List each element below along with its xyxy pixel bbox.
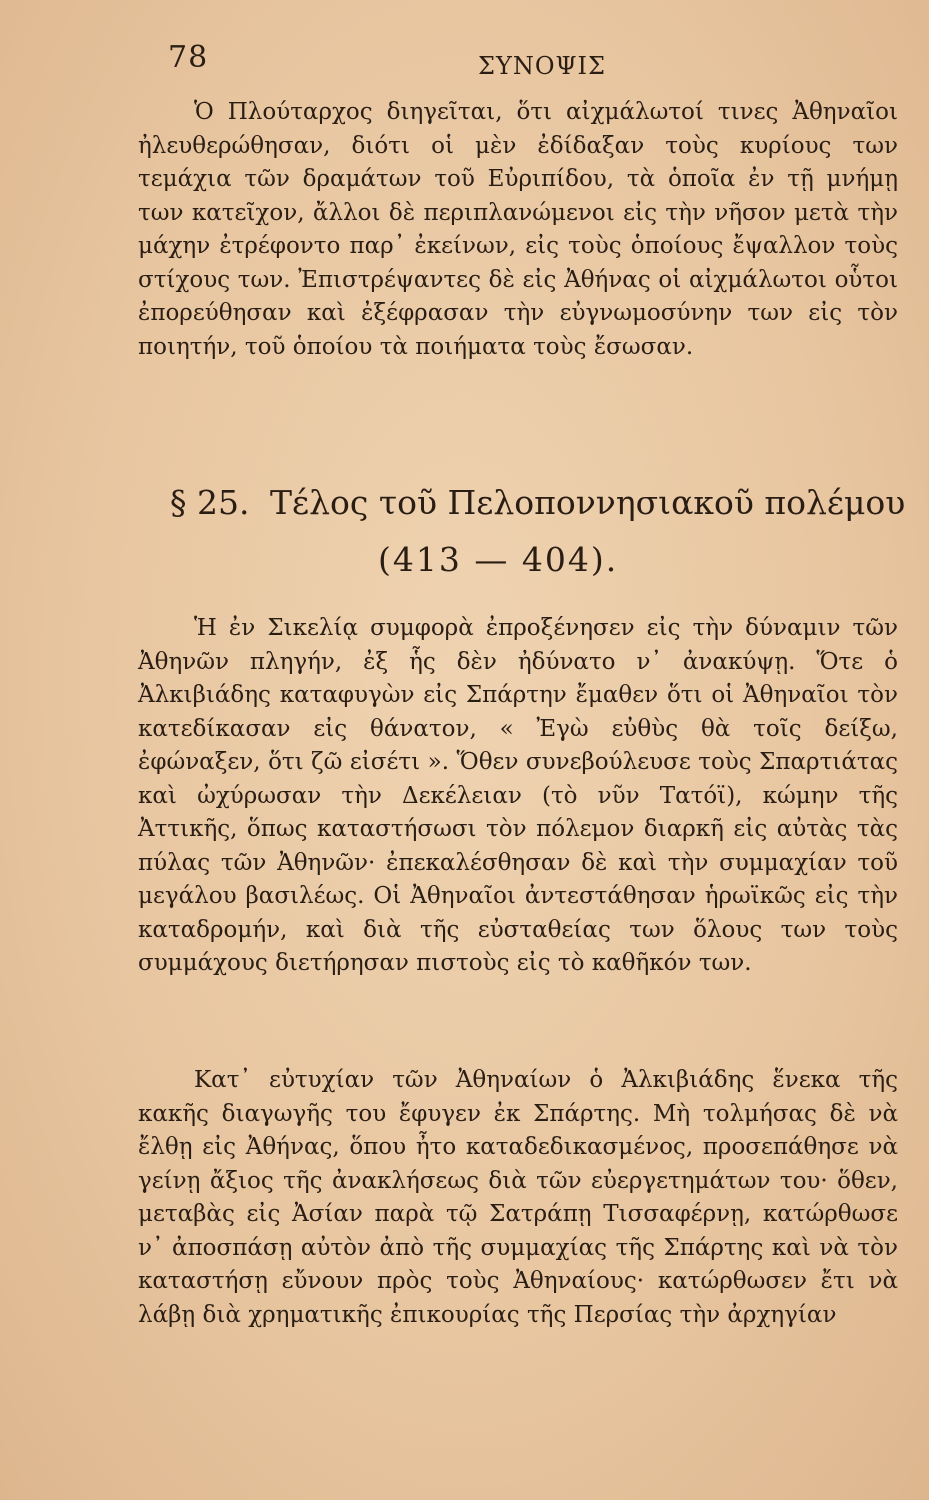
paragraph-alcibiades: Κατ᾽ εὐτυχίαν τῶν Ἀθηναίων ὁ Ἀλκιβιάδης ἕνεκα τῆς κακῆς διαγωγῆς του ἔφυγεν ἐκ Σπάρτης. Μὴ τολμήσας δὲ νὰ ἔλθῃ εἰς Ἀθήνας, ὅπου ἦτο καταδεδικασμένος, προσεπάθησε νὰ γείνῃ ἄξιος τῆς ἀνακλήσεως διὰ τῶν εὐεργετημάτων του· ὅθεν, μεταβὰς εἰς Ἀσίαν παρὰ τῷ Σατράπῃ Τισσαφέρνῃ, κατώρθωσε ν᾽ ἀποσπάσῃ αὐτὸν ἀπὸ τῆς συμμαχίας τῆς Σπάρτης καὶ νὰ τὸν καταστήσῃ εὔνουν πρὸς τοὺς Ἀθηναίους· κατώρθωσεν ἔτι νὰ λάβῃ διὰ χρηματικῆς ἐπικουρίας τῆς Περσίας τὴν ἀρχηγίαν bbox=[138, 1067, 898, 1328]
paragraph-plutarch: Ὁ Πλούταρχος διηγεῖται, ὅτι αἰχμάλωτοί τινες Ἀθηναῖοι ἠλευθερώθησαν, διότι οἱ μὲν ἐδίδαξαν τοὺς κυρίους των τεμάχια τῶν δραμάτων τοῦ Εὐριπίδου, τὰ ὁποῖα ἐν τῇ μνήμῃ των κατεῖχον, ἄλλοι δὲ περιπλανώμενοι εἰς τὴν νῆσον μετὰ τὴν μάχην ἐτρέφοντο παρ᾽ ἐκείνων, εἰς τοὺς ὁποίους ἔψαλλον τοὺς στίχους των. Ἐπιστρέψαντες δὲ εἰς Ἀθήνας οἱ αἰχμάλωτοι οὗτοι ἐπορεύθησαν καὶ ἐξέφρασαν τὴν εὐγνωμοσύνην των εἰς τὸν ποιητήν, τοῦ ὁποίου τὰ ποιήματα τοὺς ἔσωσαν. bbox=[138, 99, 898, 360]
section-dates: (413 — 404). bbox=[378, 540, 619, 579]
section-heading bbox=[170, 478, 910, 528]
running-title: ΣΥΝΟΨΙΣ bbox=[478, 52, 606, 80]
page-number: 78 bbox=[168, 40, 209, 75]
paragraph-sicily: Ἡ ἐν Σικελίᾳ συμφορὰ ἐπροξένησεν εἰς τὴν δύναμιν τῶν Ἀθηνῶν πληγήν, ἐξ ἧς δὲν ἠδύνατο ν᾽ ἀνακύψῃ. Ὅτε ὁ Ἀλκιβιάδης καταφυγὼν εἰς Σπάρτην ἔμαθεν ὅτι οἱ Ἀθηναῖοι τὸν κατεδίκασαν εἰς θάνατον, « Ἐγὼ εὐθὺς θὰ τοῖς δείξω, ἐφώναξεν, ὅτι ζῶ εἰσέτι ». Ὅθεν συνεβούλευσε τοὺς Σπαρτιάτας καὶ ὠχύρωσαν τὴν Δεκέλειαν (τὸ νῦν Τατόϊ), κώμην τῆς Ἀττικῆς, ὅπως καταστήσωσι τὸν πόλεμον διαρκῆ εἰς αὐτὰς τὰς πύλας τῶν Ἀθηνῶν· ἐπεκαλέσθησαν δὲ καὶ τὴν συμμαχίαν τοῦ μεγάλου βασιλέως. Οἱ Ἀθηναῖοι ἀντεστάθησαν ἡρωϊκῶς εἰς τὴν καταδρομήν, καὶ διὰ τῆς εὐσταθείας των ὅλους των τοὺς συμμάχους διετήρησαν πιστοὺς εἰς τὸ καθῆκόν των. bbox=[138, 615, 898, 976]
section-title: Τέλος τοῦ Πελοποννησιακοῦ πολέμου bbox=[269, 483, 906, 522]
section-number: § 25. bbox=[170, 483, 250, 522]
